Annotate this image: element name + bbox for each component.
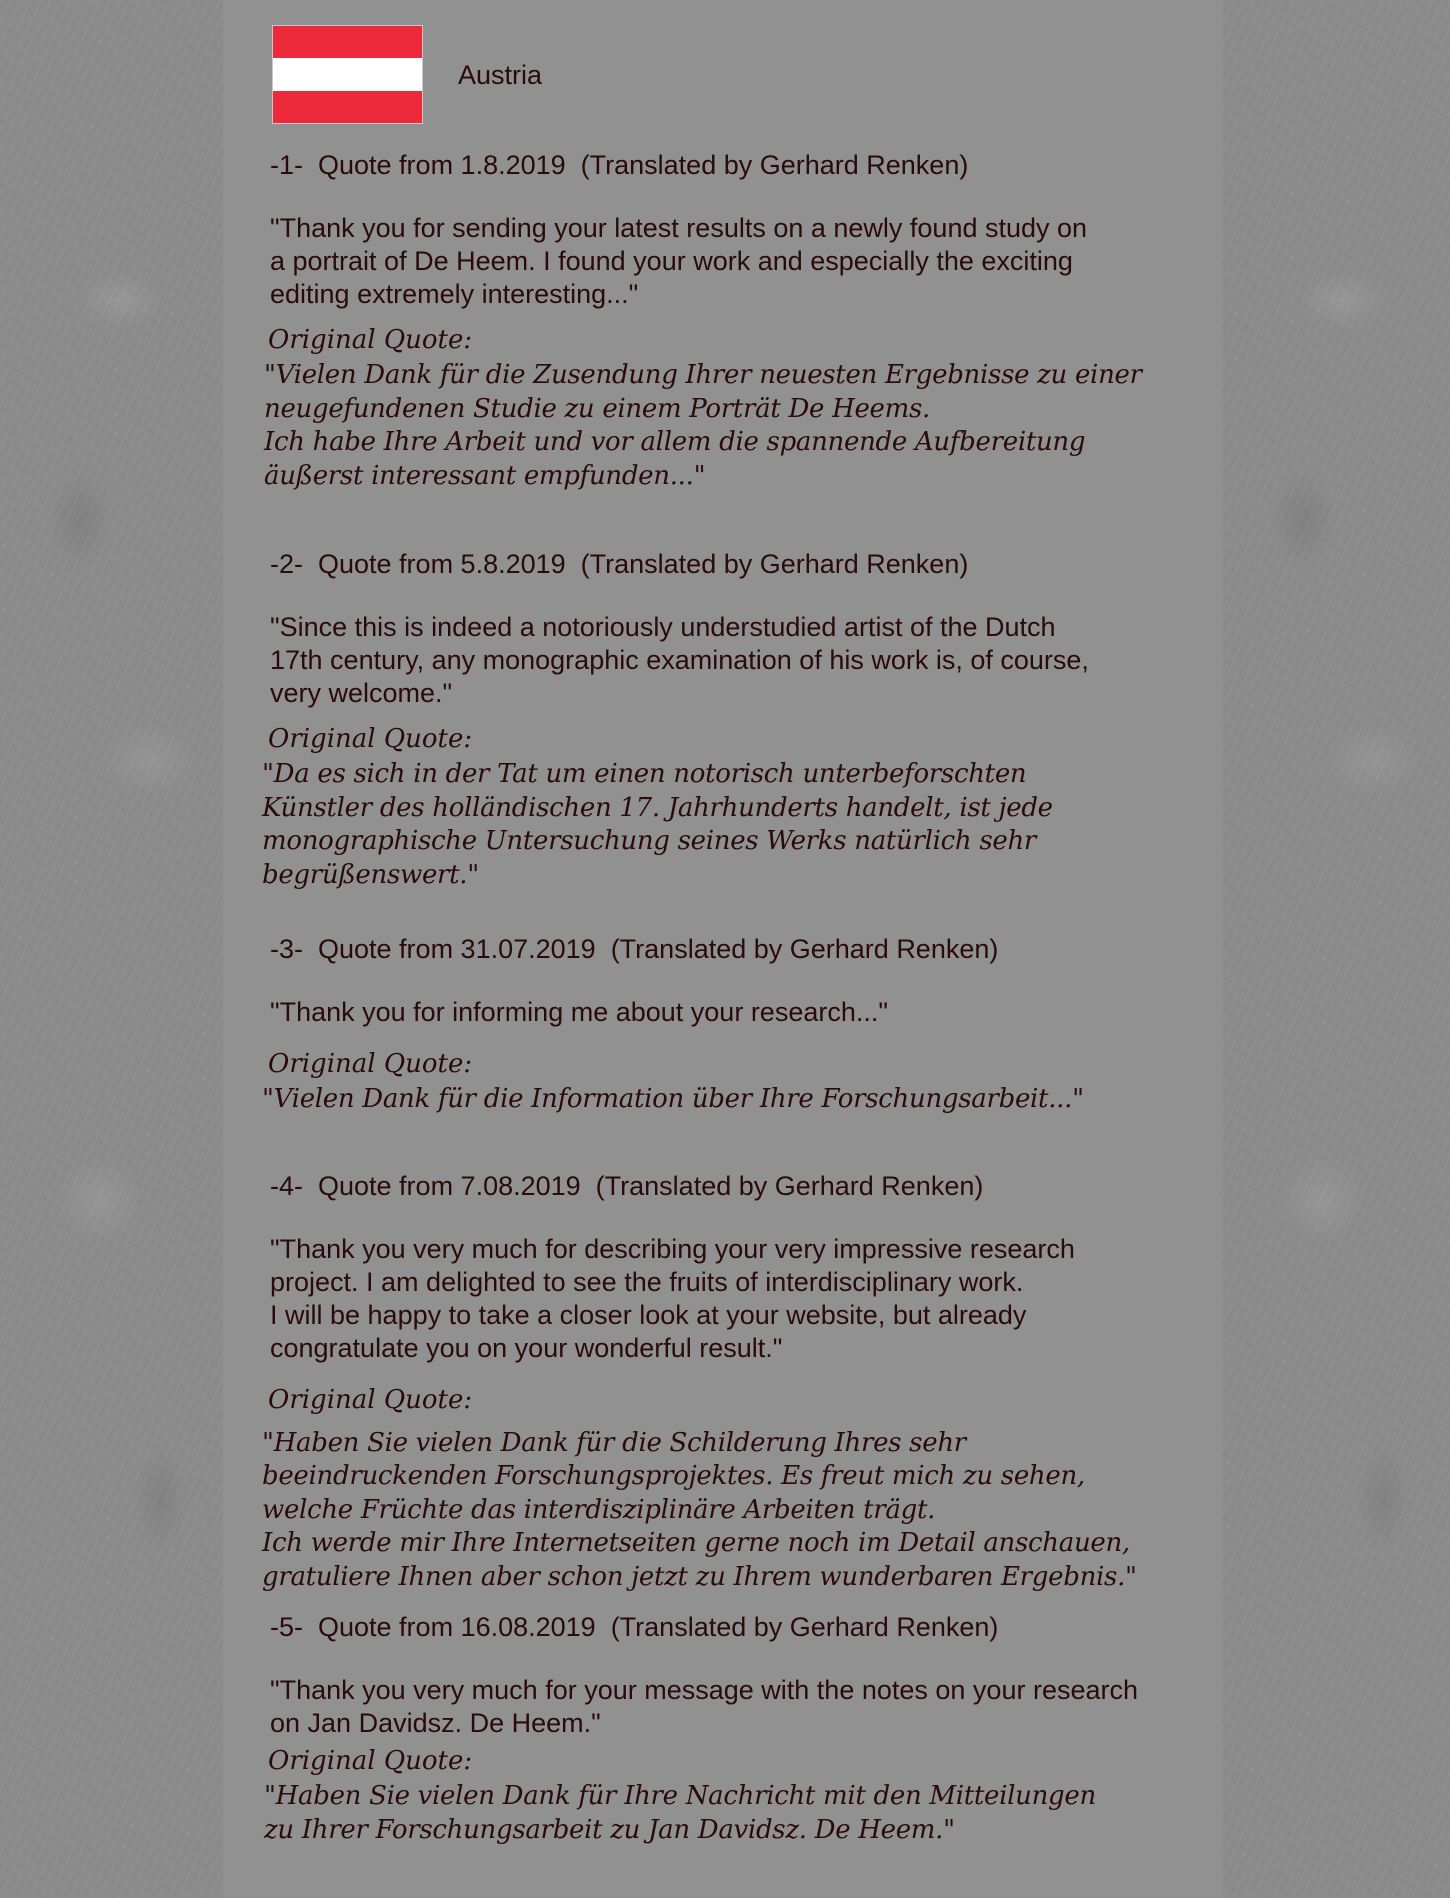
quote-1 <box>262 148 1222 493</box>
original-quote-text: "Haben Sie vielen Dank für die Schilderung Ihres sehr beeindruckenden Forschungsprojektes. Es freut mich zu sehen, welche Früchte das interdisziplinäre Arbeiten trägt. Ich werde mir Ihre Internetseiten gerne noch im Detail anschauen, gratuliere Ihnen aber schon jetzt zu Ihrem wunderbaren Ergebnis." <box>262 1427 1137 1592</box>
original-quote-label: Original Quote: <box>268 1049 473 1079</box>
original-quote-label: Original Quote: <box>268 1384 473 1415</box>
original-quote-label: Original Quote: <box>268 1746 473 1776</box>
quote-english: "Thank you for informing me about your research..." <box>270 997 888 1027</box>
quote-4 <box>262 1169 1222 1595</box>
quote-english: "Since this is indeed a notoriously understudied artist of the Dutch 17th century, any monographic examination of his work is, of course, very welcome." <box>270 612 1089 708</box>
quote-heading: -5- Quote from 16.08.2019 (Translated by Gerhard Renken) <box>270 1612 999 1642</box>
flag-stripe-middle <box>273 58 422 90</box>
original-quote-text: "Vielen Dank für die Zusendung Ihrer neuesten Ergebnisse zu einer neugefundenen Studie zu einem Porträt De Heems. Ich habe Ihre Arbeit und vor allem die spannende Aufbereitung äußerst interessant empfunden..." <box>264 360 1142 491</box>
quote-3 <box>262 932 1222 1117</box>
flag-stripe-bottom <box>273 91 422 123</box>
quotes-list <box>262 148 1222 1847</box>
quote-heading: -3- Quote from 31.07.2019 (Translated by Gerhard Renken) <box>270 934 999 964</box>
quote-heading: -1- Quote from 1.8.2019 (Translated by Gerhard Renken) <box>270 150 969 180</box>
original-quote-label: Original Quote: <box>268 724 473 754</box>
original-quote-text: "Da es sich in der Tat um einen notorisch unterbeforschten Künstler des holländischen 17. Jahrhunderts handelt, ist jede monographische Untersuchung seines Werks natürlich sehr begrüßenswert." <box>262 759 1053 890</box>
quote-english: "Thank you very much for describing your very impressive research project. I am delighted to see the fruits of interdisciplinary work. I will be happy to take a closer look at your website, but already congratulate you on your wonderful result." <box>270 1233 1075 1363</box>
quote-english: "Thank you for sending your latest results on a newly found study on a portrait of De Heem. I found your work and especially the exciting editing extremely interesting..." <box>270 213 1088 309</box>
quote-heading: -2- Quote from 5.8.2019 (Translated by Gerhard Renken) <box>270 549 969 579</box>
quote-5 <box>262 1610 1222 1847</box>
quote-heading: -4- Quote from 7.08.2019 (Translated by Gerhard Renken) <box>270 1170 984 1201</box>
flag-stripe-top <box>273 26 422 58</box>
original-quote-label: Original Quote: <box>268 325 473 355</box>
austria-flag-icon <box>272 25 423 124</box>
quote-english: "Thank you very much for your message with the notes on your research on Jan Davidsz. De Heem." <box>270 1675 1138 1738</box>
quote-2 <box>262 547 1222 892</box>
country-name: Austria <box>458 60 543 90</box>
original-quote-text: "Vielen Dank für die Information über Ihre Forschungsarbeit..." <box>262 1084 1084 1114</box>
original-quote-text: "Haben Sie vielen Dank für Ihre Nachricht mit den Mitteilungen zu Ihrer Forschungsarbeit zu Jan Davidsz. De Heem." <box>264 1781 1096 1845</box>
decorative-background-left <box>0 0 223 1898</box>
decorative-background-right <box>1223 0 1450 1898</box>
